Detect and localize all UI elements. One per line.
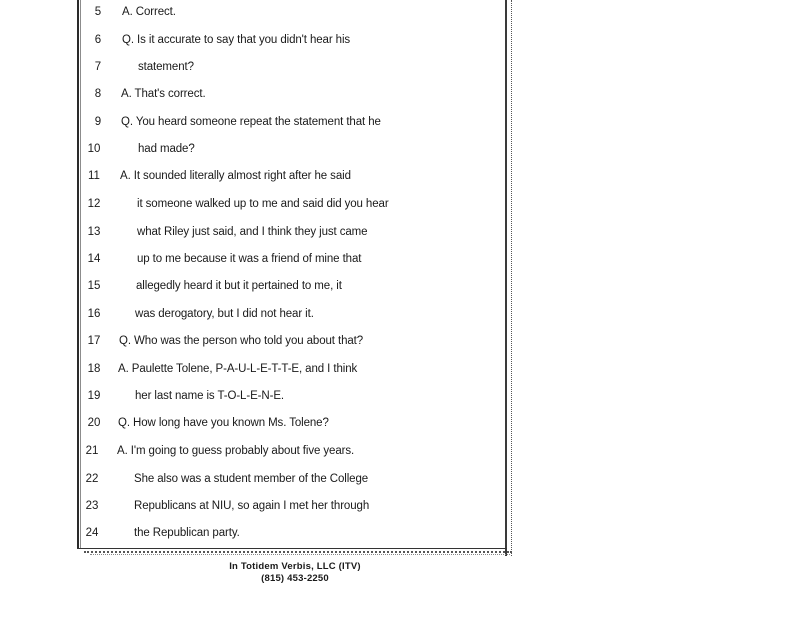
transcript-line <box>0 413 520 433</box>
line-text: the Republican party. <box>134 527 240 539</box>
transcript-line <box>0 469 520 489</box>
line-number: 21 <box>85 445 99 457</box>
line-text: A. It sounded literally almost right after he said <box>120 170 351 182</box>
transcript-line <box>0 441 520 461</box>
transcript-line <box>0 139 520 159</box>
line-text: Q. Who was the person who told you about that? <box>119 335 364 347</box>
transcript-line <box>0 194 520 214</box>
transcript-line <box>0 222 520 242</box>
line-number: 15 <box>87 280 101 292</box>
transcript-line <box>0 331 520 351</box>
line-number: 24 <box>85 527 99 539</box>
page-border-left <box>77 0 79 548</box>
line-number: 18 <box>87 363 101 375</box>
line-text: what Riley just said, and I think they just came <box>137 226 368 238</box>
line-text: had made? <box>138 143 195 155</box>
line-text: Republicans at NIU, so again I met her through <box>134 500 370 512</box>
transcript-line <box>0 523 520 543</box>
transcript-line <box>0 496 520 516</box>
page-border-bottom <box>77 548 507 549</box>
line-number: 13 <box>87 226 101 238</box>
line-text: Q. You heard someone repeat the statement that he <box>121 116 381 128</box>
transcript-line <box>0 386 520 406</box>
line-text: Q. Is it accurate to say that you didn't hear his <box>122 34 351 46</box>
line-text: up to me because it was a friend of mine that <box>137 253 362 265</box>
line-number: 14 <box>87 253 101 265</box>
line-number: 11 <box>88 170 100 182</box>
footer-company: In Totidem Verbis, LLC (ITV) <box>229 561 361 572</box>
transcript-line <box>0 304 520 324</box>
line-text: She also was a student member of the College <box>134 473 369 485</box>
page-border-bottom-scan-noise-2 <box>90 554 510 555</box>
line-text: A. That's correct. <box>121 88 206 100</box>
transcript-line <box>0 30 520 50</box>
line-number: 5 <box>94 6 102 18</box>
line-number: 9 <box>94 116 102 128</box>
line-text: Q. How long have you known Ms. Tolene? <box>118 417 329 429</box>
line-text: her last name is T-O-L-E-N-E. <box>135 390 284 402</box>
line-number: 12 <box>87 198 101 210</box>
transcript-line <box>0 84 520 104</box>
transcript-line <box>0 249 520 269</box>
line-number: 22 <box>85 473 99 485</box>
line-number: 6 <box>94 34 102 46</box>
transcript-line <box>0 57 520 77</box>
line-text: A. Paulette Tolene, P-A-U-L-E-T-T-E, and I think <box>118 363 358 375</box>
line-number: 23 <box>85 500 99 512</box>
line-text: A. I'm going to guess probably about five years. <box>117 445 355 457</box>
page-border-bottom-scan-noise <box>84 551 512 553</box>
line-text: statement? <box>138 61 194 73</box>
line-text: was derogatory, but I did not hear it. <box>135 308 314 320</box>
line-text: allegedly heard it but it pertained to me, it <box>136 280 342 292</box>
line-number: 10 <box>87 143 101 155</box>
line-text: it someone walked up to me and said did you hear <box>137 198 389 210</box>
line-number: 19 <box>87 390 101 402</box>
transcript-line <box>0 359 520 379</box>
transcript-line <box>0 2 520 22</box>
line-text: A. Correct. <box>122 6 176 18</box>
page-border-left-inner <box>80 0 81 548</box>
transcript-line <box>0 112 520 132</box>
line-number: 16 <box>87 308 101 320</box>
transcript-line <box>0 276 520 296</box>
line-number: 20 <box>87 417 101 429</box>
line-number: 8 <box>94 88 102 100</box>
footer-phone: (815) 453-2250 <box>261 573 329 584</box>
line-number: 7 <box>94 61 102 73</box>
transcript-line <box>0 166 520 186</box>
line-number: 17 <box>87 335 101 347</box>
